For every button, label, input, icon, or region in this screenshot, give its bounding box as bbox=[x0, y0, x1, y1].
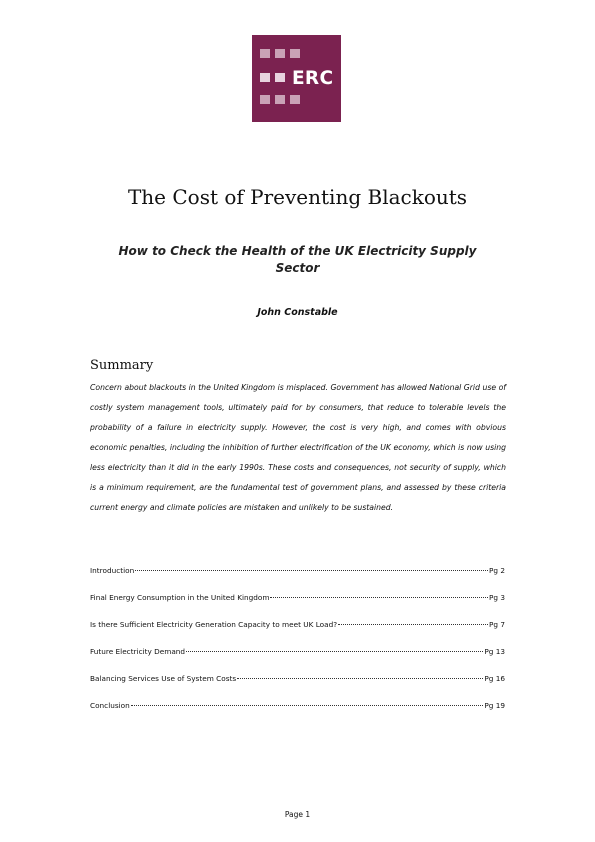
toc-entry-page: Pg 13 bbox=[484, 647, 505, 656]
toc-entry-page: Pg 3 bbox=[489, 593, 505, 602]
toc-leader-dots bbox=[135, 570, 488, 571]
toc-leader-dots bbox=[131, 705, 484, 706]
document-title: The Cost of Preventing Blackouts bbox=[127, 185, 468, 209]
toc-entry-balancing-services[interactable] bbox=[90, 674, 505, 701]
logo-square bbox=[290, 49, 300, 58]
toc-leader-dots bbox=[186, 651, 483, 652]
toc-entry-page: Pg 16 bbox=[484, 674, 505, 683]
toc-leader-dots bbox=[270, 597, 488, 598]
toc-entry-introduction[interactable] bbox=[90, 566, 505, 593]
toc-entry-label: Final Energy Consumption in the United Kingdom bbox=[90, 593, 270, 602]
summary-text: Concern about blackouts in the United Kingdom is misplaced. Government has allowed National Grid use of costly system management tools, ultimately paid for by consumers, that reduce to tolerable levels the probability of a failure in electricity supply. However, the cost is very high, and comes with obvious economic penalties, including the inhibition of further electrification of the UK economy, which is now using less electricity than it did in the early 1990s. These costs and consequences, not security of supply, which is a minimum requirement, are the fundamental test of government plans, and assessed by these criteria current energy and climate policies are mistaken and unlikely to be sustained. bbox=[90, 383, 506, 512]
toc-entry-page: Pg 7 bbox=[489, 620, 505, 629]
toc-leader-dots bbox=[237, 678, 483, 679]
toc-entry-page: Pg 19 bbox=[484, 701, 505, 710]
toc-entry-label: Future Electricity Demand bbox=[90, 647, 186, 656]
logo-square bbox=[260, 49, 270, 58]
summary-heading: Summary bbox=[90, 358, 154, 373]
toc-leader-dots bbox=[338, 624, 488, 625]
logo-text: ERC bbox=[292, 68, 334, 89]
logo-square bbox=[275, 95, 285, 104]
document-subtitle: How to Check the Health of the UK Electricity Supply Sector bbox=[118, 244, 477, 275]
logo-square bbox=[260, 95, 270, 104]
toc-entry-future-demand[interactable] bbox=[90, 647, 505, 674]
toc-entry-conclusion[interactable] bbox=[90, 701, 505, 728]
toc-entry-generation-capacity[interactable] bbox=[90, 620, 505, 647]
toc-entry-final-energy-consumption[interactable] bbox=[90, 593, 505, 620]
logo-square bbox=[290, 95, 300, 104]
logo-square bbox=[275, 49, 285, 58]
toc-entry-label: Is there Sufficient Electricity Generation Capacity to meet UK Load? bbox=[90, 620, 338, 629]
table-of-contents bbox=[90, 566, 505, 728]
toc-entry-page: Pg 2 bbox=[489, 566, 505, 575]
toc-entry-label: Balancing Services Use of System Costs bbox=[90, 674, 237, 683]
author-name: John Constable bbox=[257, 307, 338, 318]
erc-logo bbox=[252, 35, 341, 122]
page-number: Page 1 bbox=[284, 810, 311, 819]
logo-square bbox=[260, 73, 270, 82]
toc-entry-label: Conclusion bbox=[90, 701, 130, 710]
logo-square bbox=[275, 73, 285, 82]
toc-entry-label: Introduction bbox=[90, 566, 135, 575]
